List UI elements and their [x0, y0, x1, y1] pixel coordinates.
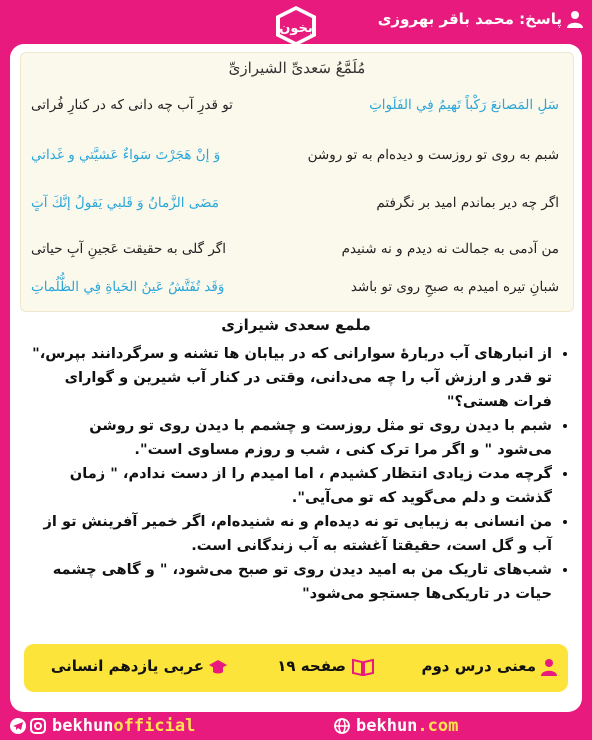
social-handle[interactable]: bekhunofficial	[52, 716, 196, 736]
prose-translation	[32, 342, 568, 606]
translation-item: • شب‌های تاریک من به امید دیدن روی تو صبح می‌شود، " و گاهی چشمه حیات در تاریکی‌ها جستجو می‌شود"	[32, 558, 552, 606]
verse-5-left: وَقَد تُفَتَّشُ عَينُ الحَياةِ فِي الظُّلُماتِ	[31, 279, 225, 295]
verse-2-right: شبم به روی تو روزست و دیده‌ام به تو روشن	[307, 147, 559, 163]
translation-item: • من انسانی به زیبایی تو نه دیده‌ام و نه شنیده‌ام، اگر خمیر آفرینش تو از آب و گل است، حقیقتا آغشته به آب زندگانی است.	[32, 510, 552, 558]
verse-5-right: شبانِ تیره امیدم به صبحِ روی تو باشد	[350, 279, 559, 295]
lesson-info-bar	[24, 644, 568, 692]
verse-1-left: تو قدرِ آب چه دانی که در کنارِ فُراتی	[31, 97, 233, 113]
bekhun-logo	[270, 4, 322, 48]
telegram-icon[interactable]	[10, 718, 26, 734]
person-icon	[540, 658, 558, 676]
verse-4-left: اگر گلی به حقیقت عَجينِ آبِ حیاتی	[31, 241, 226, 257]
globe-icon	[334, 718, 350, 734]
poem-box	[20, 52, 574, 312]
page-label: صفحه ۱۹	[277, 657, 346, 675]
verse-3-left: مَضَى الزَّمانُ وَ قَلبي يَقولُ إنَّكَ آتٍ	[31, 195, 219, 211]
verse-3-right: اگر چه دیر بماندم امید بر نگرفتم	[376, 195, 559, 211]
verse-1-right: سَلِ المَصانعَ رَکْباً تَهیمُ فِي الفَلَواتِ	[369, 97, 559, 113]
svg-text:بخون: بخون	[279, 21, 313, 36]
answer-author-label: پاسخ: محمد باقر بهروزی	[377, 10, 562, 28]
poem-title: مُلَمَّعُ سَعدیِّ الشیرازیِّ	[228, 59, 366, 77]
bottom-bar	[0, 712, 592, 740]
verse-2-left: وَ إنْ هَجَرْتَ سَواءٌ عَشيَّتي و غَداتي	[31, 147, 221, 163]
lesson-label: معنی درس دوم	[421, 657, 536, 675]
translation-item: • شبم با دیدن روی تو مثل روزست و چشمم با دیدن روی تو روشن می‌شود " و اگر مرا ترک کنی ، شب و روزم مساوی است".	[32, 414, 552, 462]
translation-item: • از انبارهای آب دربارهٔ سوارانی که در بیابان ها تشنه و سرگردانند بپرس،" تو قدر و ارزش آب را چه می‌دانی، وقتی در کنار آب شیرین و گوارای فرات هستی؟"	[32, 342, 552, 414]
website-link[interactable]: bekhun.com	[356, 716, 459, 736]
book-icon	[352, 658, 374, 676]
translation-item: • گرچه مدت زیادی انتظار کشیدم ، اما امیدم را از دست ندادم، " زمان گذشت و دلم می‌گوید که تو می‌آیی".	[32, 462, 552, 510]
verse-4-right: من آدمی به جمالت نه دیدم و نه شنیدم	[341, 241, 559, 257]
user-icon	[566, 10, 584, 28]
content-card	[10, 44, 582, 712]
top-bar	[0, 0, 592, 40]
prose-title: ملمع سعدی شیرازی	[221, 316, 371, 334]
instagram-icon[interactable]	[30, 718, 46, 734]
graduation-cap-icon	[208, 658, 228, 676]
book-title-label: عربی یازدهم انسانی	[50, 657, 204, 675]
